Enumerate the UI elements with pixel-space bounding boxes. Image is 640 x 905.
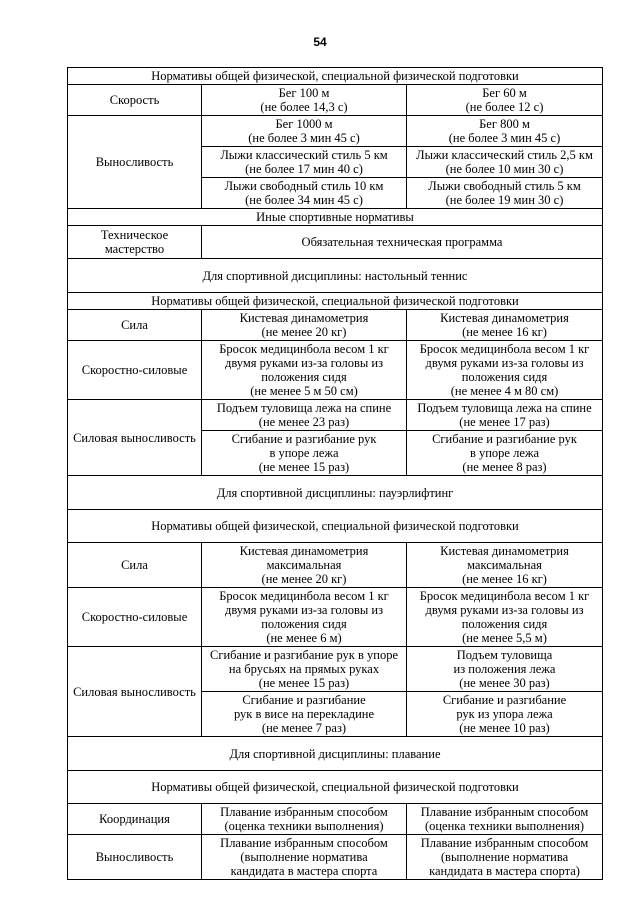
norm-cell: Бросок медицинбола весом 1 кг двумя руками из-за головы из положения сидя (не менее 4 м 80 см) — [407, 341, 603, 400]
norm-cell: Сгибание и разгибание рук в упоре лежа (не менее 15 раз) — [202, 431, 407, 476]
norm-cell: Бег 800 м (не более 3 мин 45 с) — [407, 116, 603, 147]
category-label: Координация — [68, 804, 202, 835]
norm-cell: Сгибание и разгибание рук в упоре на брусьях на прямых руках (не менее 15 раз) — [202, 647, 407, 692]
category-label: Сила — [68, 310, 202, 341]
norm-cell: Плавание избранным способом (выполнение норматива кандидата в мастера спорта) — [407, 835, 603, 880]
section-header: Нормативы общей физической, специальной физической подготовки — [68, 771, 603, 804]
section-header: Нормативы общей физической, специальной физической подготовки — [68, 510, 603, 543]
section-header: Нормативы общей физической, специальной физической подготовки — [68, 68, 603, 85]
norm-cell: Кистевая динамометрия (не менее 16 кг) — [407, 310, 603, 341]
page-number: 54 — [313, 35, 327, 49]
norms-table — [67, 67, 603, 880]
category-label: Скорость — [68, 85, 202, 116]
discipline-header: Для спортивной дисциплины: пауэрлифтинг — [68, 476, 603, 510]
category-label: Сила — [68, 543, 202, 588]
norm-cell: Подъем туловища из положения лежа (не менее 30 раз) — [407, 647, 603, 692]
norm-cell: Лыжи свободный стиль 10 км (не более 34 мин 45 с) — [202, 178, 407, 209]
discipline-header: Для спортивной дисциплины: настольный теннис — [68, 259, 603, 293]
norm-cell: Сгибание и разгибание рук в упоре лежа (не менее 8 раз) — [407, 431, 603, 476]
norm-cell: Кистевая динамометрия (не менее 20 кг) — [202, 310, 407, 341]
category-label: Скоростно-силовые — [68, 341, 202, 400]
norm-cell: Подъем туловища лежа на спине (не менее 17 раз) — [407, 400, 603, 431]
norm-cell: Лыжи свободный стиль 5 км (не более 19 мин 30 с) — [407, 178, 603, 209]
norm-cell: Подъем туловища лежа на спине (не менее 23 раз) — [202, 400, 407, 431]
norm-cell: Плавание избранным способом (оценка техники выполнения) — [407, 804, 603, 835]
norm-cell: Бег 100 м (не более 14,3 с) — [202, 85, 407, 116]
category-label: Выносливость — [68, 835, 202, 880]
norm-cell: Бег 60 м (не более 12 с) — [407, 85, 603, 116]
norm-cell: Лыжи классический стиль 2,5 км (не более 10 мин 30 с) — [407, 147, 603, 178]
category-label: Силовая выносливость — [68, 400, 202, 476]
discipline-header: Для спортивной дисциплины: плавание — [68, 737, 603, 771]
norm-cell: Бег 1000 м (не более 3 мин 45 с) — [202, 116, 407, 147]
norm-cell: Бросок медицинбола весом 1 кг двумя руками из-за головы из положения сидя (не менее 5,5 м) — [407, 588, 603, 647]
category-label: Выносливость — [68, 116, 202, 209]
section-header: Нормативы общей физической, специальной физической подготовки — [68, 293, 603, 310]
norm-cell: Кистевая динамометрия максимальная (не менее 20 кг) — [202, 543, 407, 588]
category-label: Скоростно-силовые — [68, 588, 202, 647]
norm-cell: Бросок медицинбола весом 1 кг двумя руками из-за головы из положения сидя (не менее 6 м) — [202, 588, 407, 647]
category-label: Силовая выносливость — [68, 647, 202, 737]
norm-cell: Лыжи классический стиль 5 км (не более 17 мин 40 с) — [202, 147, 407, 178]
section-header: Иные спортивные нормативы — [68, 209, 603, 226]
category-label: Техническое мастерство — [68, 226, 202, 259]
norm-cell: Сгибание и разгибание рук из упора лежа (не менее 10 раз) — [407, 692, 603, 737]
norm-cell: Кистевая динамометрия максимальная (не менее 16 кг) — [407, 543, 603, 588]
norm-cell: Плавание избранным способом (оценка техники выполнения) — [202, 804, 407, 835]
norm-cell: Обязательная техническая программа — [202, 226, 603, 259]
norm-cell: Сгибание и разгибание рук в висе на перекладине (не менее 7 раз) — [202, 692, 407, 737]
norm-cell: Бросок медицинбола весом 1 кг двумя руками из-за головы из положения сидя (не менее 5 м 50 см) — [202, 341, 407, 400]
norm-cell: Плавание избранным способом (выполнение норматива кандидата в мастера спорта — [202, 835, 407, 880]
